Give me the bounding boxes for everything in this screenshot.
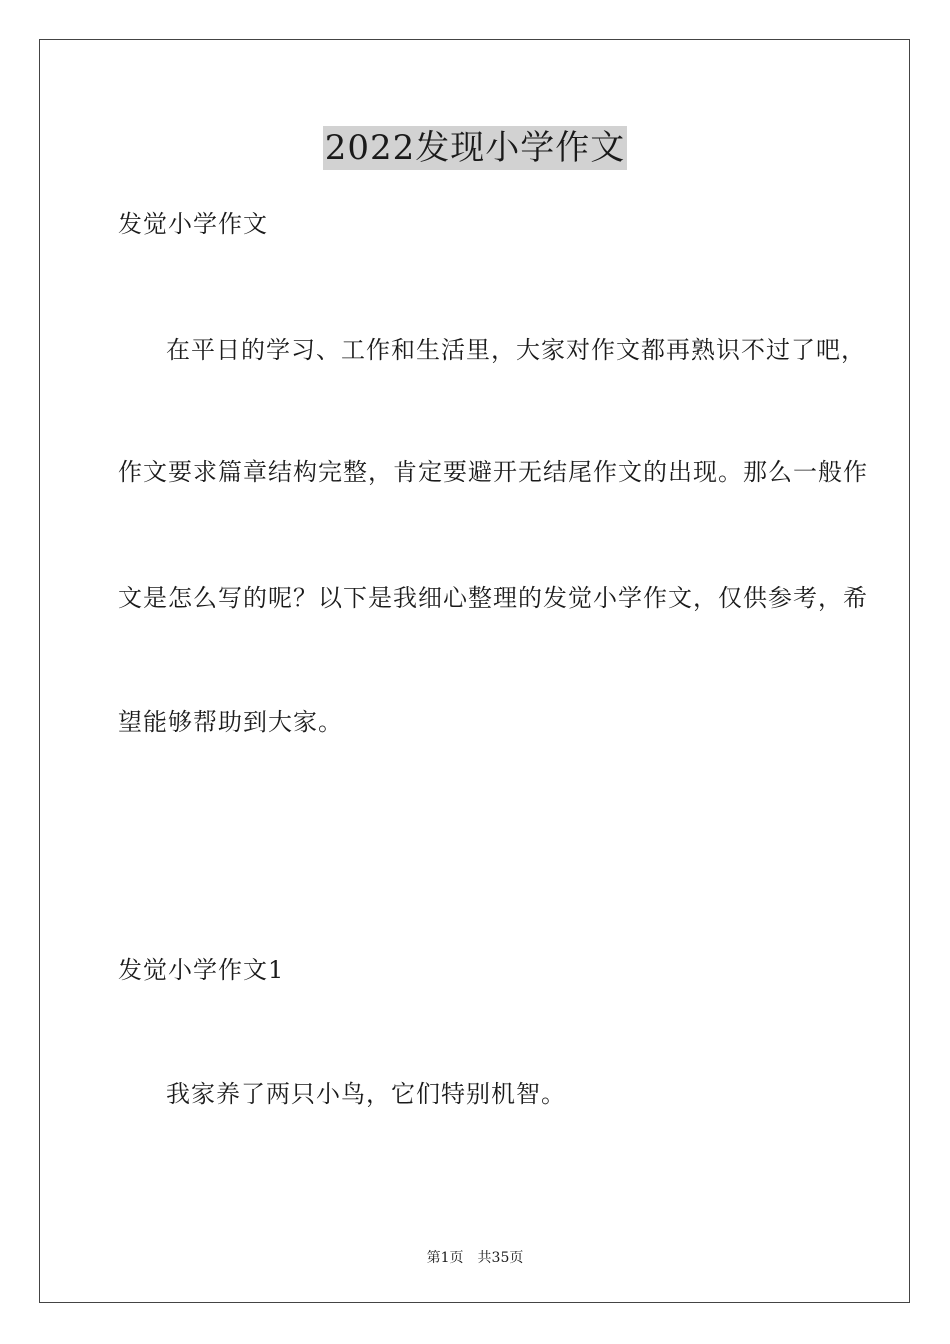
section-heading: 发觉小学作文1 [118, 956, 285, 984]
document-title: 2022发现小学作文 [324, 128, 626, 168]
total-pages: 共35页 [477, 1250, 524, 1266]
intro-line-3: 文是怎么写的呢？以下是我细心整理的发觉小学作文，仅供参考，希 [118, 584, 868, 612]
section-line-1: 我家养了两只小鸟，它们特别机智。 [166, 1080, 566, 1108]
intro-line-4: 望能够帮助到大家。 [118, 708, 343, 736]
intro-line-1: 在平日的学习、工作和生活里，大家对作文都再熟识不过了吧， [166, 336, 866, 364]
intro-line-2: 作文要求篇章结构完整，肯定要避开无结尾作文的出现。那么一般作 [118, 458, 868, 486]
document-subtitle: 发觉小学作文 [118, 210, 268, 238]
title-container [0, 126, 950, 170]
page-footer [0, 1248, 950, 1268]
page-number: 第1页 [426, 1250, 464, 1266]
